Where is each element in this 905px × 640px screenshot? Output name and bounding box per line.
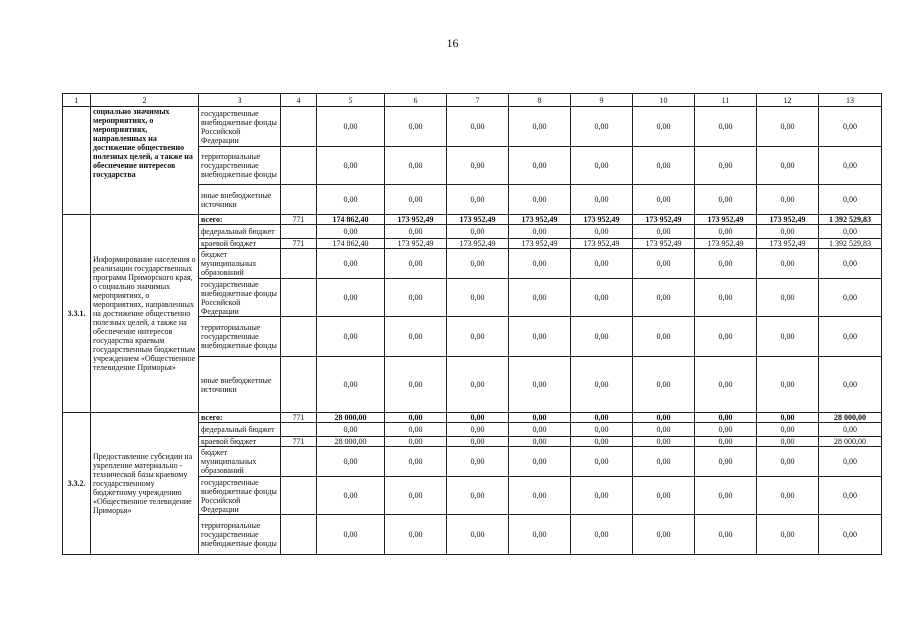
amount-cell: 0,00: [633, 413, 695, 423]
funding-source: федеральный бюджет: [199, 225, 281, 239]
amount-cell: 28 000,00: [819, 437, 882, 447]
amount-cell: 0,00: [447, 249, 509, 279]
page-number: 16: [446, 36, 459, 50]
funding-source: краевой бюджет: [199, 437, 281, 447]
amount-cell: 0,00: [509, 413, 571, 423]
funding-source: бюджет муниципальных образований: [199, 447, 281, 477]
funding-source: иные внебюджетные источники: [199, 357, 281, 413]
amount-cell: 0,00: [385, 447, 447, 477]
kbk-code: 771: [281, 215, 317, 225]
amount-cell: 0,00: [385, 107, 447, 147]
amount-cell: 0,00: [571, 477, 633, 515]
kbk-code: [281, 423, 317, 437]
kbk-code: 771: [281, 413, 317, 423]
amount-cell: 0,00: [509, 225, 571, 239]
amount-cell: 0,00: [695, 249, 757, 279]
amount-cell: 0,00: [695, 279, 757, 317]
funding-source: государственные внебюджетные фонды Российской Федерации: [199, 477, 281, 515]
section-code: 3.3.2.: [63, 413, 91, 555]
amount-cell: 173 952,49: [633, 239, 695, 249]
amount-cell: 0,00: [317, 423, 385, 437]
amount-cell: 0,00: [633, 357, 695, 413]
amount-cell: 0,00: [633, 423, 695, 437]
amount-cell: 0,00: [385, 413, 447, 423]
amount-cell: 0,00: [509, 423, 571, 437]
amount-cell: 0,00: [819, 249, 882, 279]
amount-cell: 0,00: [757, 317, 819, 357]
amount-cell: 0,00: [695, 413, 757, 423]
amount-cell: 0,00: [695, 447, 757, 477]
amount-cell: 0,00: [757, 225, 819, 239]
amount-cell: 0,00: [571, 413, 633, 423]
funding-source: государственные внебюджетные фонды Российской Федерации: [199, 279, 281, 317]
amount-cell: 0,00: [819, 147, 882, 185]
amount-cell: 0,00: [571, 357, 633, 413]
column-header: 6: [385, 94, 447, 107]
budget-table: [62, 93, 882, 555]
amount-cell: 0,00: [757, 185, 819, 215]
amount-cell: 0,00: [317, 107, 385, 147]
funding-source: территориальные государственные внебюджетные фонды: [199, 317, 281, 357]
amount-cell: 0,00: [317, 147, 385, 185]
amount-cell: 0,00: [757, 515, 819, 555]
amount-cell: 0,00: [317, 185, 385, 215]
header-row: [63, 94, 882, 107]
amount-cell: 0,00: [819, 477, 882, 515]
amount-cell: 0,00: [819, 225, 882, 239]
amount-cell: 1 392 529,83: [819, 215, 882, 225]
funding-source: государственные внебюджетные фонды Российской Федерации: [199, 107, 281, 147]
amount-cell: 0,00: [633, 437, 695, 447]
amount-cell: 0,00: [695, 225, 757, 239]
amount-cell: 173 952,49: [571, 239, 633, 249]
kbk-code: 771: [281, 239, 317, 249]
amount-cell: 0,00: [819, 317, 882, 357]
amount-cell: 173 952,49: [571, 215, 633, 225]
amount-cell: 0,00: [317, 317, 385, 357]
amount-cell: 0,00: [757, 279, 819, 317]
kbk-code: [281, 477, 317, 515]
amount-cell: 0,00: [447, 447, 509, 477]
column-header: 13: [819, 94, 882, 107]
amount-cell: 0,00: [317, 279, 385, 317]
amount-cell: 173 952,49: [695, 215, 757, 225]
amount-cell: 0,00: [695, 147, 757, 185]
amount-cell: 174 862,40: [317, 215, 385, 225]
amount-cell: 0,00: [695, 423, 757, 437]
amount-cell: 0,00: [571, 423, 633, 437]
amount-cell: 0,00: [757, 413, 819, 423]
funding-source: федеральный бюджет: [199, 423, 281, 437]
amount-cell: 0,00: [447, 357, 509, 413]
amount-cell: 0,00: [695, 317, 757, 357]
amount-cell: 0,00: [819, 447, 882, 477]
amount-cell: 0,00: [757, 249, 819, 279]
amount-cell: 0,00: [509, 249, 571, 279]
amount-cell: 28 000,00: [317, 413, 385, 423]
amount-cell: 0,00: [819, 185, 882, 215]
kbk-code: [281, 185, 317, 215]
amount-cell: 0,00: [385, 279, 447, 317]
amount-cell: 0,00: [695, 437, 757, 447]
funding-source: бюджет муниципальных образований: [199, 249, 281, 279]
amount-cell: 0,00: [317, 515, 385, 555]
section-name: Информирование населения о реализации государственных программ Приморского края, о социально значимых мероприятиях, о мероприятиях, направленных на достижение общественно полезных целей, а также на обеспечение интересов государства краевым государственным бюджетным учреждением «Общественное телевидение Приморья»: [91, 215, 199, 413]
amount-cell: 173 952,49: [509, 215, 571, 225]
amount-cell: 0,00: [571, 317, 633, 357]
kbk-code: [281, 107, 317, 147]
amount-cell: 173 952,49: [385, 239, 447, 249]
amount-cell: 0,00: [695, 477, 757, 515]
amount-cell: 0,00: [385, 317, 447, 357]
amount-cell: 174 862,40: [317, 239, 385, 249]
amount-cell: 0,00: [695, 515, 757, 555]
funding-source: всего:: [199, 413, 281, 423]
amount-cell: 1 392 529,83: [819, 239, 882, 249]
amount-cell: 173 952,49: [447, 215, 509, 225]
amount-cell: 0,00: [447, 317, 509, 357]
amount-cell: 0,00: [385, 225, 447, 239]
amount-cell: 0,00: [317, 477, 385, 515]
amount-cell: 0,00: [447, 423, 509, 437]
kbk-code: [281, 147, 317, 185]
amount-cell: 0,00: [385, 437, 447, 447]
amount-cell: 0,00: [317, 249, 385, 279]
amount-cell: 0,00: [509, 515, 571, 555]
funding-source: территориальные государственные внебюджетные фонды: [199, 147, 281, 185]
amount-cell: 0,00: [633, 107, 695, 147]
amount-cell: 173 952,49: [757, 239, 819, 249]
amount-cell: 0,00: [509, 147, 571, 185]
amount-cell: 0,00: [571, 279, 633, 317]
amount-cell: 0,00: [571, 225, 633, 239]
amount-cell: 0,00: [509, 357, 571, 413]
amount-cell: 0,00: [819, 107, 882, 147]
amount-cell: 0,00: [695, 107, 757, 147]
amount-cell: 173 952,49: [447, 239, 509, 249]
column-header: 8: [509, 94, 571, 107]
amount-cell: 0,00: [385, 515, 447, 555]
amount-cell: 0,00: [571, 107, 633, 147]
amount-cell: 0,00: [447, 279, 509, 317]
amount-cell: 0,00: [447, 413, 509, 423]
amount-cell: 0,00: [385, 423, 447, 437]
amount-cell: 28 000,00: [317, 437, 385, 447]
amount-cell: 0,00: [633, 317, 695, 357]
amount-cell: 0,00: [571, 249, 633, 279]
amount-cell: 0,00: [633, 279, 695, 317]
kbk-code: [281, 447, 317, 477]
amount-cell: 173 952,49: [509, 239, 571, 249]
amount-cell: 0,00: [819, 423, 882, 437]
kbk-code: [281, 357, 317, 413]
amount-cell: 0,00: [385, 477, 447, 515]
amount-cell: 0,00: [385, 185, 447, 215]
amount-cell: 0,00: [509, 185, 571, 215]
amount-cell: 0,00: [317, 447, 385, 477]
amount-cell: 0,00: [633, 225, 695, 239]
amount-cell: 173 952,49: [633, 215, 695, 225]
column-header: 7: [447, 94, 509, 107]
section-name: социально значимых мероприятиях, о мероприятиях, направленных на достижение общественно полезных целей, а также на обеспечение интересов государства: [91, 107, 199, 215]
amount-cell: 0,00: [695, 357, 757, 413]
amount-cell: 0,00: [447, 107, 509, 147]
funding-source: иные внебюджетные источники: [199, 185, 281, 215]
amount-cell: 0,00: [447, 185, 509, 215]
amount-cell: 0,00: [509, 317, 571, 357]
section-name: Предоставление субсидии на укрепление материально - технической базы краевому государственному бюджетному учреждению «Общественное телевидение Приморья»: [91, 413, 199, 555]
amount-cell: 0,00: [633, 185, 695, 215]
amount-cell: 0,00: [633, 477, 695, 515]
amount-cell: 0,00: [633, 249, 695, 279]
amount-cell: 0,00: [819, 515, 882, 555]
amount-cell: 0,00: [757, 437, 819, 447]
column-header: 10: [633, 94, 695, 107]
amount-cell: 0,00: [571, 515, 633, 555]
amount-cell: 28 000,00: [819, 413, 882, 423]
table-row: [63, 215, 882, 225]
amount-cell: 0,00: [509, 279, 571, 317]
amount-cell: 0,00: [509, 477, 571, 515]
amount-cell: 0,00: [633, 447, 695, 477]
amount-cell: 0,00: [447, 147, 509, 185]
amount-cell: 0,00: [571, 437, 633, 447]
amount-cell: 0,00: [447, 437, 509, 447]
column-header: 3: [199, 94, 281, 107]
kbk-code: 771: [281, 437, 317, 447]
amount-cell: 0,00: [757, 357, 819, 413]
funding-source: краевой бюджет: [199, 239, 281, 249]
funding-source: территориальные государственные внебюджетные фонды: [199, 515, 281, 555]
amount-cell: 0,00: [757, 147, 819, 185]
amount-cell: 0,00: [571, 147, 633, 185]
amount-cell: 0,00: [509, 107, 571, 147]
amount-cell: 0,00: [757, 423, 819, 437]
table-row: [63, 413, 882, 423]
column-header: 4: [281, 94, 317, 107]
amount-cell: 0,00: [385, 249, 447, 279]
amount-cell: 0,00: [509, 447, 571, 477]
amount-cell: 0,00: [509, 437, 571, 447]
column-header: 5: [317, 94, 385, 107]
amount-cell: 0,00: [819, 357, 882, 413]
amount-cell: 0,00: [571, 447, 633, 477]
amount-cell: 0,00: [447, 515, 509, 555]
kbk-code: [281, 515, 317, 555]
amount-cell: 0,00: [447, 477, 509, 515]
section-code: 3.3.1.: [63, 215, 91, 413]
section-code: [63, 107, 91, 215]
amount-cell: 0,00: [819, 279, 882, 317]
column-header: 11: [695, 94, 757, 107]
column-header: 9: [571, 94, 633, 107]
amount-cell: 173 952,49: [757, 215, 819, 225]
funding-source: всего:: [199, 215, 281, 225]
amount-cell: 0,00: [385, 147, 447, 185]
amount-cell: 173 952,49: [385, 215, 447, 225]
amount-cell: 173 952,49: [695, 239, 757, 249]
amount-cell: 0,00: [317, 225, 385, 239]
amount-cell: 0,00: [757, 477, 819, 515]
amount-cell: 0,00: [757, 447, 819, 477]
column-header: 2: [91, 94, 199, 107]
column-header: 1: [63, 94, 91, 107]
amount-cell: 0,00: [695, 185, 757, 215]
kbk-code: [281, 225, 317, 239]
amount-cell: 0,00: [757, 107, 819, 147]
amount-cell: 0,00: [447, 225, 509, 239]
amount-cell: 0,00: [633, 147, 695, 185]
amount-cell: 0,00: [317, 357, 385, 413]
amount-cell: 0,00: [385, 357, 447, 413]
table-row: [63, 107, 882, 147]
amount-cell: 0,00: [571, 185, 633, 215]
kbk-code: [281, 317, 317, 357]
amount-cell: 0,00: [633, 515, 695, 555]
column-header: 12: [757, 94, 819, 107]
kbk-code: [281, 249, 317, 279]
kbk-code: [281, 279, 317, 317]
